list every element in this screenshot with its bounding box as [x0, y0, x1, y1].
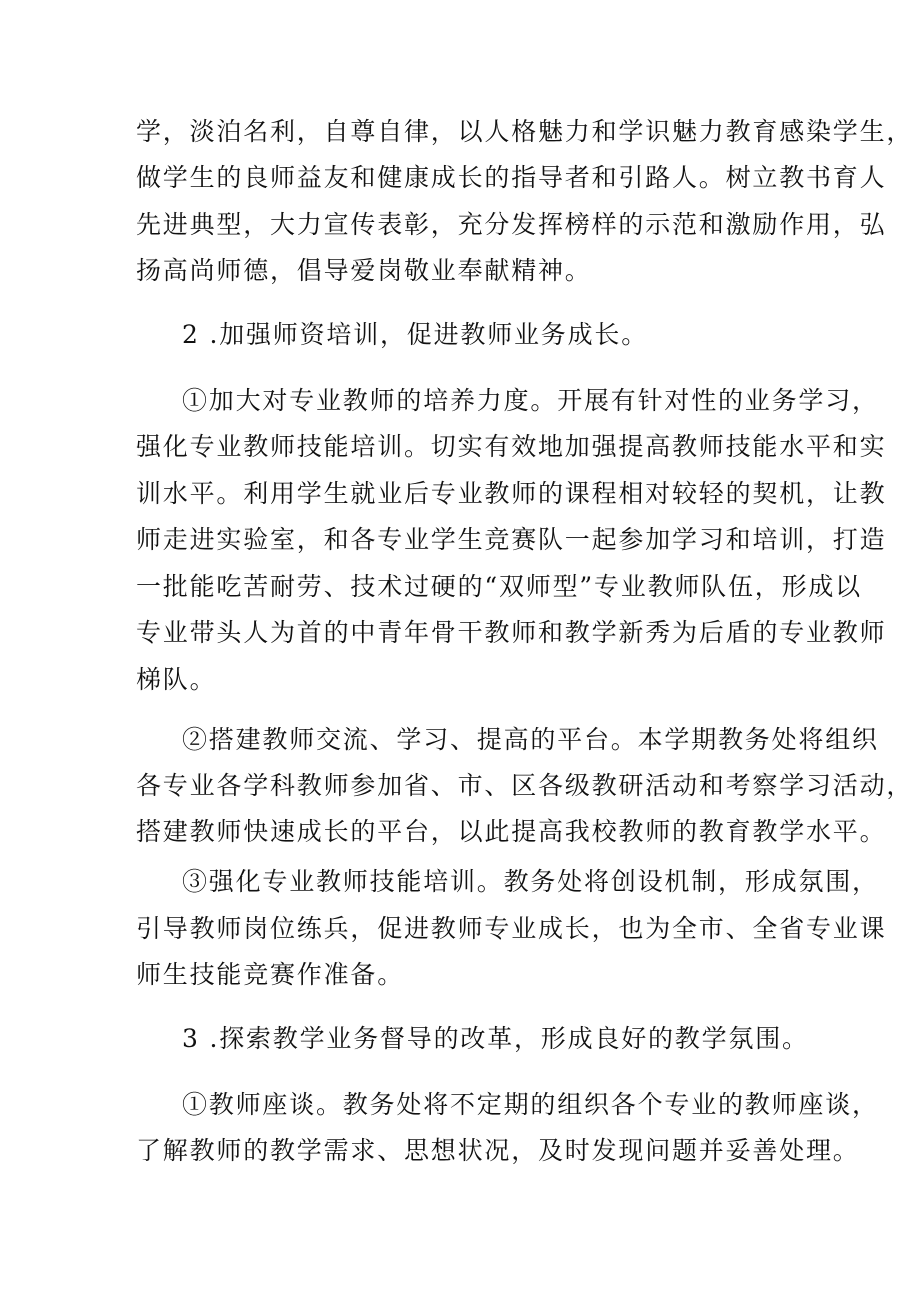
text-line: 训水平。利用学生就业后专业教师的课程相对较轻的契机，让教: [136, 479, 887, 508]
text-line: 专业带头人为首的中青年骨干教师和教学新秀为后盾的专业教师: [136, 618, 887, 647]
text-line: 了解教师的教学需求、思想状况，及时发现问题并妥善处理。: [136, 1136, 860, 1165]
text-line: 梯队。: [136, 665, 217, 694]
text-line: ②搭建教师交流、学习、提高的平台。本学期教务处将组织: [182, 725, 879, 754]
section-heading-2: 2 .加强师资培训，促进教师业务成长。: [182, 320, 649, 349]
text-line: 扬高尚师德，倡导爱岗敬业奉献精神。: [136, 256, 592, 285]
text-line: 引导教师岗位练兵，促进教师专业成长，也为全市、全省专业课: [136, 914, 887, 943]
text-line: 先进典型，大力宣传表彰，充分发挥榜样的示范和激励作用，弘: [136, 210, 887, 239]
text-line: 各专业各学科教师参加省、市、区各级教研活动和考察学习活动，: [136, 771, 914, 800]
text-line: ①加大对专业教师的培养力度。开展有针对性的业务学习，: [182, 386, 879, 415]
text-line: 搭建教师快速成长的平台，以此提高我校教师的教育教学水平。: [136, 817, 887, 846]
text-line: 强化专业教师技能培训。切实有效地加强提高教师技能水平和实: [136, 432, 887, 461]
text-line: 师生技能竞赛作准备。: [136, 960, 405, 989]
text-line: 做学生的良师益友和健康成长的指导者和引路人。树立教书育人: [136, 163, 887, 192]
text-line: 师走进实验室，和各专业学生竞赛队一起参加学习和培训，打造: [136, 525, 887, 554]
text-line: 学，淡泊名利，自尊自律，以人格魅力和学识魅力教育感染学生，: [136, 117, 914, 146]
section-heading-3: 3 .探索教学业务督导的改革，形成良好的教学氛围。: [182, 1024, 809, 1053]
text-line: ③强化专业教师技能培训。教务处将创设机制，形成氛围，: [182, 867, 879, 896]
text-line: ①教师座谈。教务处将不定期的组织各个专业的教师座谈，: [182, 1090, 879, 1119]
text-line: 一批能吃苦耐劳、技术过硬的“双师型”专业教师队伍，形成以: [136, 572, 862, 601]
